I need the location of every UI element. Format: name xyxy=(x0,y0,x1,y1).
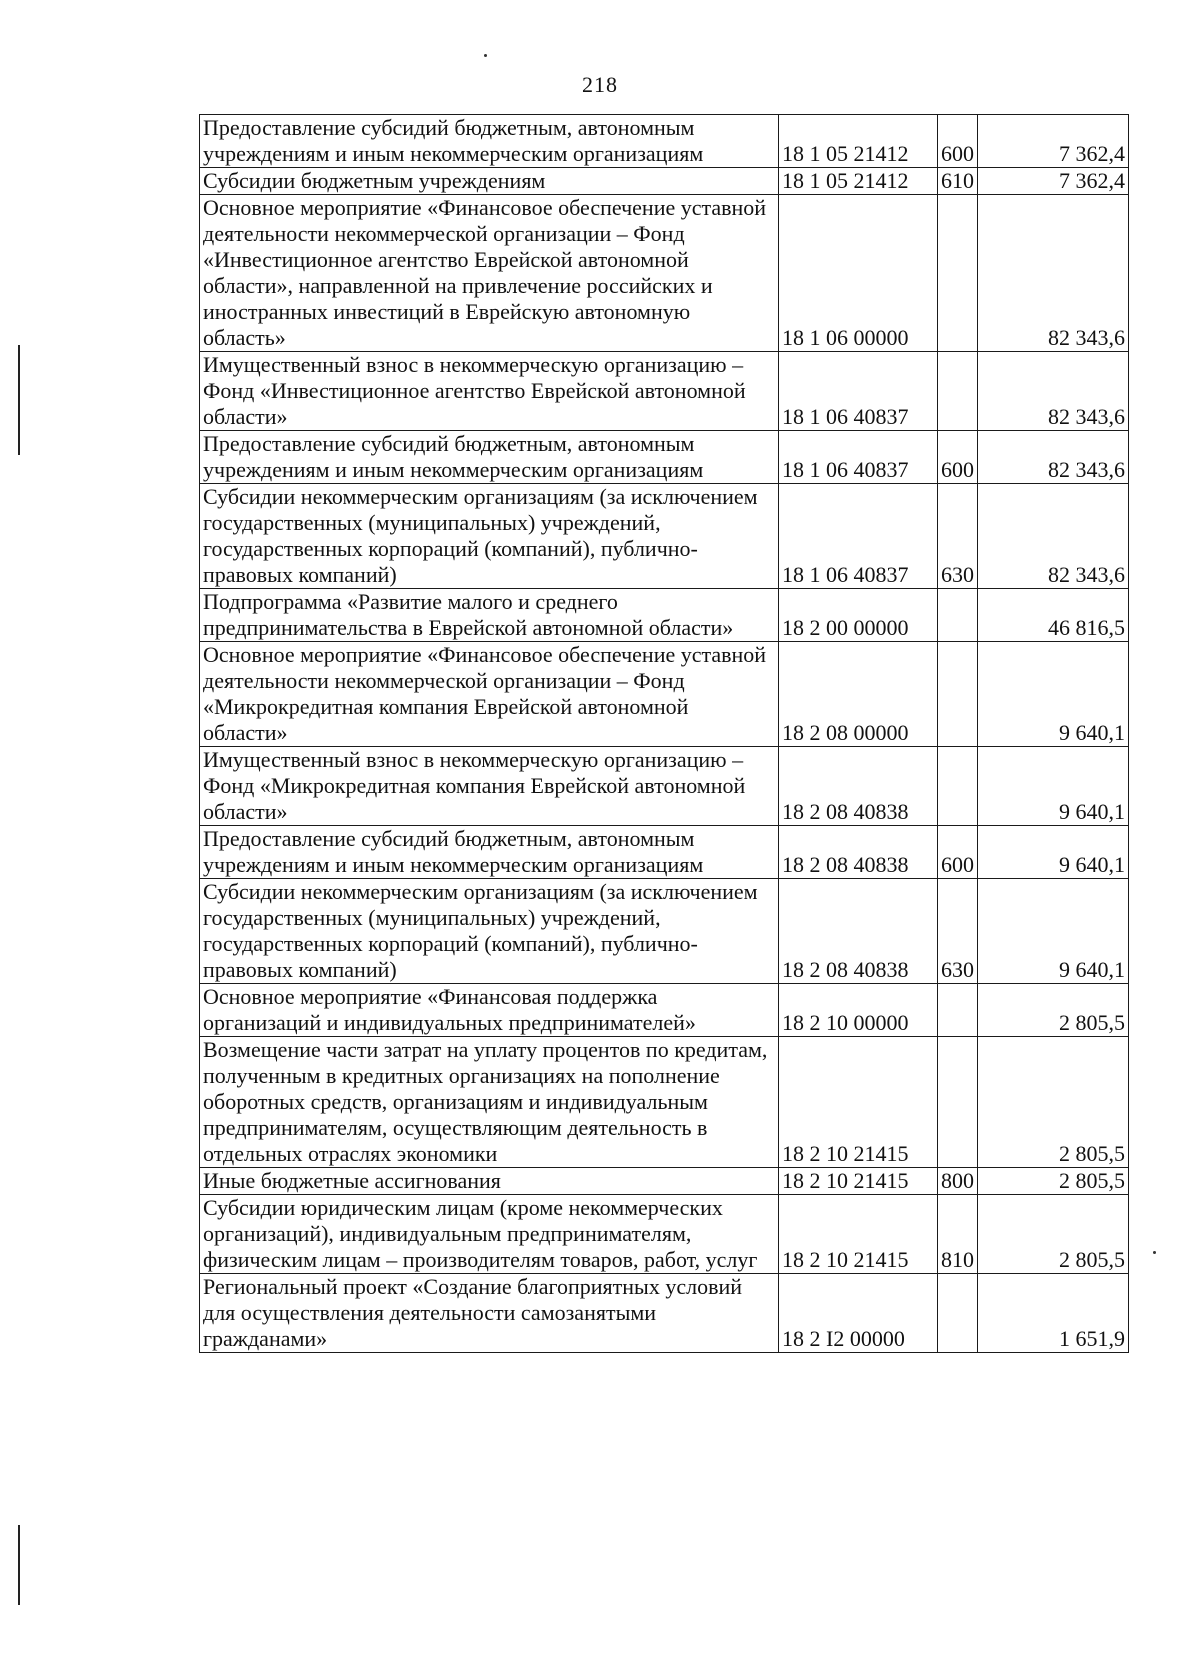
row-amount: 9 640,1 xyxy=(978,747,1129,826)
row-code: 18 2 08 40838 xyxy=(779,747,938,826)
scan-speck xyxy=(1153,1251,1156,1254)
row-name: Региональный проект «Создание благоприятных условий для осуществления деятельности самозанятыми гражданами» xyxy=(200,1274,779,1353)
table-row xyxy=(200,642,1129,747)
table-row xyxy=(200,747,1129,826)
row-code: 18 2 08 40838 xyxy=(779,826,938,879)
row-amount: 82 343,6 xyxy=(978,484,1129,589)
row-code: 18 2 I2 00000 xyxy=(779,1274,938,1353)
row-amount: 9 640,1 xyxy=(978,826,1129,879)
row-name: Предоставление субсидий бюджетным, автономным учреждениям и иным некоммерческим организациям xyxy=(200,431,779,484)
row-code: 18 2 10 21415 xyxy=(779,1195,938,1274)
table-row xyxy=(200,484,1129,589)
row-code: 18 2 10 00000 xyxy=(779,984,938,1037)
row-expense-type xyxy=(938,1274,978,1353)
table-row xyxy=(200,195,1129,352)
table-row xyxy=(200,984,1129,1037)
row-amount: 82 343,6 xyxy=(978,195,1129,352)
scan-margin-line xyxy=(18,345,20,455)
row-name: Предоставление субсидий бюджетным, автономным учреждениям и иным некоммерческим организациям xyxy=(200,826,779,879)
row-name: Предоставление субсидий бюджетным, автономным учреждениям и иным некоммерческим организациям xyxy=(200,115,779,168)
budget-table xyxy=(199,114,1129,1353)
row-expense-type xyxy=(938,352,978,431)
row-code: 18 1 05 21412 xyxy=(779,115,938,168)
table-row xyxy=(200,431,1129,484)
row-expense-type: 600 xyxy=(938,115,978,168)
row-expense-type: 630 xyxy=(938,484,978,589)
row-amount: 2 805,5 xyxy=(978,1195,1129,1274)
scan-margin-line xyxy=(18,1525,20,1605)
row-amount: 7 362,4 xyxy=(978,115,1129,168)
row-expense-type xyxy=(938,1037,978,1168)
row-name: Основное мероприятие «Финансовое обеспечение уставной деятельности некоммерческой организации – Фонд «Инвестиционное агентство Еврейской автономной области», направленной на привлечение российских и иностранных инвестиций в Еврейскую автономную область» xyxy=(200,195,779,352)
table-row xyxy=(200,589,1129,642)
table-row xyxy=(200,1195,1129,1274)
row-amount: 2 805,5 xyxy=(978,1168,1129,1195)
row-code: 18 1 06 40837 xyxy=(779,352,938,431)
table-row xyxy=(200,826,1129,879)
row-name: Основное мероприятие «Финансовая поддержка организаций и индивидуальных предпринимателей» xyxy=(200,984,779,1037)
row-amount: 9 640,1 xyxy=(978,642,1129,747)
table-row xyxy=(200,168,1129,195)
row-name: Субсидии юридическим лицам (кроме некоммерческих организаций), индивидуальным предпринимателям, физическим лицам – производителям товаров, работ, услуг xyxy=(200,1195,779,1274)
row-amount: 2 805,5 xyxy=(978,984,1129,1037)
row-amount: 46 816,5 xyxy=(978,589,1129,642)
table-row xyxy=(200,1168,1129,1195)
row-name: Иные бюджетные ассигнования xyxy=(200,1168,779,1195)
scan-speck xyxy=(484,54,487,57)
row-expense-type: 810 xyxy=(938,1195,978,1274)
row-expense-type xyxy=(938,195,978,352)
row-code: 18 2 00 00000 xyxy=(779,589,938,642)
table-row xyxy=(200,1037,1129,1168)
row-code: 18 1 05 21412 xyxy=(779,168,938,195)
row-expense-type: 600 xyxy=(938,826,978,879)
row-name: Субсидии бюджетным учреждениям xyxy=(200,168,779,195)
row-name: Имущественный взнос в некоммерческую организацию – Фонд «Инвестиционное агентство Еврейской автономной области» xyxy=(200,352,779,431)
row-code: 18 1 06 00000 xyxy=(779,195,938,352)
row-amount: 82 343,6 xyxy=(978,431,1129,484)
row-expense-type: 610 xyxy=(938,168,978,195)
row-amount: 7 362,4 xyxy=(978,168,1129,195)
row-name: Субсидии некоммерческим организациям (за исключением государственных (муниципальных) учреждений, государственных корпораций (компаний), публично-правовых компаний) xyxy=(200,879,779,984)
row-code: 18 2 08 40838 xyxy=(779,879,938,984)
row-amount: 82 343,6 xyxy=(978,352,1129,431)
table-row xyxy=(200,352,1129,431)
page-number: 218 xyxy=(582,72,618,97)
row-code: 18 2 10 21415 xyxy=(779,1168,938,1195)
row-expense-type xyxy=(938,747,978,826)
row-expense-type: 630 xyxy=(938,879,978,984)
table-row xyxy=(200,1274,1129,1353)
row-expense-type xyxy=(938,984,978,1037)
row-code: 18 2 10 21415 xyxy=(779,1037,938,1168)
row-expense-type: 600 xyxy=(938,431,978,484)
row-expense-type: 800 xyxy=(938,1168,978,1195)
row-name: Субсидии некоммерческим организациям (за исключением государственных (муниципальных) учреждений, государственных корпораций (компаний), публично-правовых компаний) xyxy=(200,484,779,589)
row-code: 18 2 08 00000 xyxy=(779,642,938,747)
table-row xyxy=(200,879,1129,984)
row-amount: 2 805,5 xyxy=(978,1037,1129,1168)
row-code: 18 1 06 40837 xyxy=(779,431,938,484)
row-expense-type xyxy=(938,642,978,747)
row-name: Подпрограмма «Развитие малого и среднего предпринимательства в Еврейской автономной области» xyxy=(200,589,779,642)
row-name: Возмещение части затрат на уплату процентов по кредитам, полученным в кредитных организациях на пополнение оборотных средств, организациям и индивидуальным предпринимателям, осуществляющим деятельность в отдельных отраслях экономики xyxy=(200,1037,779,1168)
row-code: 18 1 06 40837 xyxy=(779,484,938,589)
row-name: Имущественный взнос в некоммерческую организацию – Фонд «Микрокредитная компания Еврейской автономной области» xyxy=(200,747,779,826)
row-amount: 1 651,9 xyxy=(978,1274,1129,1353)
row-name: Основное мероприятие «Финансовое обеспечение уставной деятельности некоммерческой организации – Фонд «Микрокредитная компания Еврейской автономной области» xyxy=(200,642,779,747)
row-expense-type xyxy=(938,589,978,642)
row-amount: 9 640,1 xyxy=(978,879,1129,984)
table-row xyxy=(200,115,1129,168)
